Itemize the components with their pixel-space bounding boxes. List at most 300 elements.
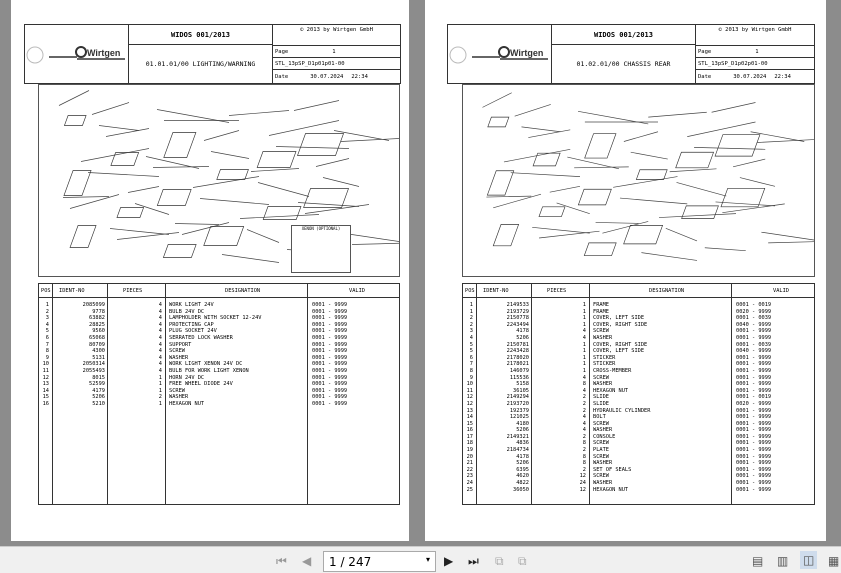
stl-code: STL_13pSP_D1p01p01-00: [273, 57, 400, 69]
page-number: 1: [332, 48, 336, 55]
exploded-parts-drawing: [462, 84, 815, 277]
ident-no-cell: 4300: [92, 348, 105, 355]
continuous-page-icon[interactable]: ▥: [777, 554, 789, 568]
valid-cell: 0001 - 9999: [736, 427, 772, 434]
previous-view-icon[interactable]: ⧉: [495, 554, 504, 568]
designation-cell: SET OF SEALS: [593, 466, 632, 473]
table-row: [463, 447, 814, 454]
pieces-cell: 2: [582, 407, 586, 414]
ident-no-cell: 2085099: [82, 302, 105, 308]
pos-cell: 2: [469, 315, 473, 322]
ident-no-cell: 5206: [516, 427, 529, 434]
valid-cell: 0001 - 9999: [312, 328, 348, 335]
pos-cell: 3: [45, 315, 49, 322]
ident-no-cell: 4180: [516, 420, 529, 427]
valid-cell: 0001 - 9999: [736, 414, 772, 421]
designation-cell: SCREW: [593, 453, 609, 460]
table-row: [463, 388, 814, 395]
table-row: [39, 368, 399, 375]
ident-no-cell: 2055493: [82, 367, 105, 374]
table-row: [39, 348, 399, 355]
ident-no-cell: 65068: [89, 334, 105, 341]
pieces-cell: 4: [158, 341, 162, 348]
pos-cell: 10: [466, 381, 473, 388]
pieces-cell: 4: [158, 315, 162, 322]
valid-cell: 0001 - 9999: [312, 361, 348, 368]
designation-cell: HORN 24V DC: [169, 374, 205, 381]
svg-text:Wirtgen: Wirtgen: [87, 48, 121, 58]
designation-cell: HEXAGON NUT: [169, 400, 205, 407]
pos-cell: 20: [466, 453, 473, 460]
first-page-icon[interactable]: ⏮: [276, 554, 287, 568]
pieces-cell: 1: [158, 381, 162, 388]
ident-no-cell: 36050: [513, 486, 529, 493]
designation-cell: BOLT: [593, 414, 606, 421]
ident-no-cell: 4178: [516, 328, 529, 335]
pos-cell: 16: [42, 400, 49, 407]
table-row: [463, 421, 814, 428]
page-left: [11, 0, 409, 541]
pieces-cell: 1: [582, 308, 586, 315]
pos-cell: 12: [466, 394, 473, 401]
valid-cell: 0020 - 9999: [736, 308, 772, 315]
ident-no-cell: 63882: [89, 315, 105, 322]
pos-cell: 14: [466, 414, 473, 421]
table-row: [39, 375, 399, 382]
table-row: [463, 434, 814, 441]
pos-cell: 24: [466, 480, 473, 487]
pos-cell: 4: [45, 321, 49, 328]
pos-cell: 1: [45, 302, 49, 308]
pieces-cell: 4: [158, 348, 162, 355]
pos-cell: 13: [466, 407, 473, 414]
valid-cell: 0001 - 9999: [736, 447, 772, 454]
table-row: [39, 342, 399, 349]
designation-cell: SCREW: [593, 420, 609, 427]
ident-no-cell: 36105: [513, 387, 529, 394]
pos-cell: 14: [42, 387, 49, 394]
column-header: POS: [465, 288, 475, 294]
table-row: [39, 302, 399, 309]
ident-no-cell: 28825: [89, 321, 105, 328]
pieces-cell: 1: [158, 387, 162, 394]
pieces-cell: 1: [582, 321, 586, 328]
table-row: [39, 388, 399, 395]
pos-cell: 10: [42, 361, 49, 368]
pieces-cell: 1: [582, 354, 586, 361]
ident-no-cell: 5210: [92, 400, 105, 407]
designation-cell: PLATE: [593, 447, 609, 454]
exploded-parts-drawing: [38, 84, 400, 277]
vertical-scrollbar[interactable]: [826, 0, 841, 541]
ident-no-cell: 5206: [92, 394, 105, 401]
pieces-cell: 2: [158, 394, 162, 401]
table-row: [39, 401, 399, 408]
pieces-cell: 4: [158, 361, 162, 368]
valid-cell: 0001 - 9999: [736, 361, 772, 368]
copyright: © 2013 by Wirtgen GmbH: [718, 27, 792, 33]
date: 30.07.2024: [733, 73, 767, 80]
table-row: [39, 394, 399, 401]
pieces-cell: 4: [158, 308, 162, 315]
pos-cell: 9: [45, 354, 49, 361]
pieces-cell: 4: [582, 328, 586, 335]
page-header: [447, 24, 815, 84]
pos-cell: 2: [45, 308, 49, 315]
pos-cell: 5: [469, 348, 473, 355]
ident-no-cell: 5206: [516, 334, 529, 341]
table-row: [463, 394, 814, 401]
pos-cell: 15: [466, 420, 473, 427]
table-row: [463, 368, 814, 375]
table-row: [39, 381, 399, 388]
ident-no-cell: 2193729: [506, 308, 529, 315]
date: 30.07.2024: [310, 73, 344, 80]
table-row: [463, 375, 814, 382]
valid-cell: 0001 - 9999: [736, 486, 772, 493]
pieces-cell: 4: [158, 354, 162, 361]
ident-no-cell: 8015: [92, 374, 105, 381]
column-header: VALID: [349, 288, 365, 294]
valid-cell: 0001 - 9999: [312, 381, 348, 388]
pos-cell: 8: [45, 348, 49, 355]
pos-cell: 11: [466, 387, 473, 394]
valid-cell: 0001 - 9999: [736, 381, 772, 388]
inset-label: XENON (OPTIONAL): [301, 226, 341, 231]
pos-cell: 5: [469, 341, 473, 348]
column-header: DESIGNATION: [649, 288, 685, 294]
table-row: [463, 460, 814, 467]
pieces-cell: 8: [582, 453, 586, 460]
pieces-cell: 8: [582, 381, 586, 388]
designation-cell: STICKER: [593, 361, 616, 368]
table-row: [463, 487, 814, 494]
document-title: WIDOS 001/2013: [129, 25, 272, 45]
designation-cell: SCREW: [169, 387, 185, 394]
designation-cell: WORK LIGHT XENON 24V DC: [169, 361, 243, 368]
ident-no-cell: 5206: [516, 460, 529, 467]
valid-cell: 0020 - 9999: [736, 400, 772, 407]
pos-cell: 21: [466, 460, 473, 467]
time: 22:34: [774, 73, 791, 80]
column-header: IDENT-NO: [59, 288, 85, 294]
table-row: [463, 467, 814, 474]
ident-no-cell: 5131: [92, 354, 105, 361]
ident-no-cell: 2184734: [506, 447, 529, 454]
table-row: [463, 414, 814, 421]
pieces-cell: 1: [582, 302, 586, 308]
ident-no-cell: 146079: [509, 367, 529, 374]
table-row: [39, 335, 399, 342]
page-number-input[interactable]: [323, 551, 436, 572]
pieces-cell: 1: [582, 361, 586, 368]
pdf-navigation-toolbar: [0, 546, 841, 573]
table-row: [463, 348, 814, 355]
pos-cell: 11: [42, 367, 49, 374]
ident-no-cell: 2193720: [506, 400, 529, 407]
pieces-cell: 2: [582, 400, 586, 407]
pieces-cell: 8: [582, 460, 586, 467]
pos-cell: 5: [45, 328, 49, 335]
pos-cell: 16: [466, 427, 473, 434]
pieces-cell: 4: [158, 334, 162, 341]
ident-no-cell: 121025: [509, 414, 529, 421]
table-row: [463, 401, 814, 408]
valid-cell: 0001 - 9999: [312, 400, 348, 407]
pieces-cell: 1: [582, 315, 586, 322]
date-row: [696, 69, 814, 83]
pieces-cell: 2: [582, 394, 586, 401]
table-row: [463, 361, 814, 368]
ident-no-cell: 2150781: [506, 341, 529, 348]
pos-cell: 7: [469, 361, 473, 368]
designation-cell: SCREW: [593, 440, 609, 447]
ident-no-cell: 4178: [516, 453, 529, 460]
page-number-row: [273, 45, 400, 57]
table-row: [39, 309, 399, 316]
section-title: 01.01.01/00 LIGHTING/WARNING: [145, 60, 256, 68]
designation-cell: SCREW: [593, 328, 609, 335]
designation-cell: COVER, RIGHT SIDE: [593, 321, 648, 328]
designation-cell: COVER, LEFT SIDE: [593, 348, 645, 355]
facing-pages-icon[interactable]: ◫: [800, 551, 817, 569]
page-label: Page: [275, 48, 289, 55]
stl-code: STL_13pSP_D1p02p01-00: [696, 57, 814, 69]
ident-no-cell: 2243494: [506, 321, 529, 328]
designation-cell: PROTECTING CAP: [169, 321, 214, 328]
designation-cell: COVER, LEFT SIDE: [593, 315, 645, 322]
valid-cell: 0001 - 9999: [312, 374, 348, 381]
designation-cell: SERRATED LOCK WASHER: [169, 334, 233, 341]
pieces-cell: 4: [158, 367, 162, 374]
pieces-cell: 4: [582, 374, 586, 381]
table-row: [463, 454, 814, 461]
table-header: [39, 284, 399, 298]
designation-cell: WASHER: [593, 460, 613, 467]
ident-no-cell: 80709: [89, 341, 105, 348]
table-row: [463, 480, 814, 487]
valid-cell: 0001 - 9999: [312, 321, 348, 328]
designation-cell: HEXAGON NUT: [593, 486, 629, 493]
ident-no-cell: 2050314: [82, 361, 105, 368]
designation-cell: CONSOLE: [593, 433, 616, 440]
valid-cell: 0001 - 9999: [312, 348, 348, 355]
table-row: [463, 473, 814, 480]
pos-cell: 6: [45, 334, 49, 341]
pos-cell: 15: [42, 394, 49, 401]
pieces-cell: 1: [582, 367, 586, 374]
pos-cell: 12: [466, 400, 473, 407]
ident-no-cell: 2149294: [506, 394, 529, 401]
pieces-cell: 12: [579, 473, 586, 480]
column-header: IDENT-NO: [483, 288, 509, 294]
designation-cell: BULB FOR WORK LIGHT XENON: [169, 367, 249, 374]
valid-cell: 0001 - 9999: [736, 420, 772, 427]
valid-cell: 0001 - 9999: [736, 473, 772, 480]
pieces-cell: 4: [582, 420, 586, 427]
valid-cell: 0001 - 9999: [312, 341, 348, 348]
wirtgen-logo: [448, 25, 552, 83]
document-title: WIDOS 001/2013: [552, 25, 695, 45]
ident-no-cell: 2149321: [506, 433, 529, 440]
pieces-cell: 12: [579, 486, 586, 493]
designation-cell: HEXAGON NUT: [593, 387, 629, 394]
column-header: PIECES: [547, 288, 567, 294]
pieces-cell: 4: [582, 334, 586, 341]
pos-cell: 8: [469, 367, 473, 374]
pos-cell: 23: [466, 473, 473, 480]
table-row: [463, 381, 814, 388]
pieces-cell: 4: [158, 321, 162, 328]
designation-cell: SCREW: [593, 374, 609, 381]
page-label: Page: [698, 48, 712, 55]
last-page-icon[interactable]: ⏭: [468, 554, 479, 568]
ident-no-cell: 4836: [516, 440, 529, 447]
previous-page-icon[interactable]: ◀: [302, 554, 312, 568]
wirtgen-logo: [25, 25, 129, 83]
date-label: Date: [275, 73, 289, 80]
ident-no-cell: 2149533: [506, 302, 529, 308]
pieces-cell: 4: [158, 302, 162, 308]
pieces-cell: 4: [582, 427, 586, 434]
pieces-cell: 1: [582, 348, 586, 355]
designation-cell: SCREW: [169, 348, 185, 355]
designation-cell: WORK LIGHT 24V: [169, 302, 214, 308]
pos-cell: 4: [469, 334, 473, 341]
table-row: [463, 315, 814, 322]
table-row: [463, 322, 814, 329]
designation-cell: WASHER: [169, 354, 189, 361]
table-row: [463, 335, 814, 342]
page-field-value: 1 / 247: [329, 555, 372, 569]
table-row: [463, 408, 814, 415]
pieces-cell: 2: [582, 433, 586, 440]
valid-cell: 0001 - 9999: [736, 453, 772, 460]
table-row: [39, 355, 399, 362]
ident-no-cell: 192379: [509, 407, 529, 414]
ident-no-cell: 6395: [516, 466, 529, 473]
valid-cell: 0001 - 9999: [736, 466, 772, 473]
designation-cell: FRAME: [593, 308, 609, 315]
valid-cell: 0001 - 9999: [736, 433, 772, 440]
chevron-down-icon[interactable]: ▾: [425, 555, 430, 564]
table-row: [463, 309, 814, 316]
pieces-cell: 4: [582, 387, 586, 394]
designation-cell: CROSS-MEMBER: [593, 367, 632, 374]
ident-no-cell: 9778: [92, 308, 105, 315]
designation-cell: WASHER: [593, 381, 613, 388]
page-right: [425, 0, 826, 541]
next-page-icon[interactable]: ▶: [444, 554, 454, 568]
ident-no-cell: 2178021: [506, 361, 529, 368]
pos-cell: 1: [469, 308, 473, 315]
valid-cell: 0001 - 9999: [736, 440, 772, 447]
page-number: 1: [755, 48, 759, 55]
svg-text:Wirtgen: Wirtgen: [510, 48, 544, 58]
date-row: [273, 69, 400, 83]
xenon-inset: [291, 225, 351, 273]
table-header: [463, 284, 814, 298]
valid-cell: 0001 - 9999: [736, 328, 772, 335]
valid-cell: 0001 - 0019: [736, 394, 772, 401]
next-view-icon[interactable]: ⧉: [518, 554, 527, 568]
designation-cell: STICKER: [593, 354, 616, 361]
valid-cell: 0001 - 9999: [312, 308, 348, 315]
ident-no-cell: 2178020: [506, 354, 529, 361]
designation-cell: FREE WHEEL DIODE 24V: [169, 381, 233, 388]
valid-cell: 0001 - 9999: [736, 334, 772, 341]
designation-cell: SLIDE: [593, 394, 609, 401]
single-page-icon[interactable]: ▤: [752, 554, 764, 568]
date-label: Date: [698, 73, 712, 80]
valid-cell: 0001 - 0039: [736, 341, 772, 348]
table-row: [463, 355, 814, 362]
table-row: [463, 342, 814, 349]
pos-cell: 13: [42, 381, 49, 388]
valid-cell: 0001 - 0039: [736, 315, 772, 322]
pos-cell: 25: [466, 486, 473, 493]
valid-cell: 0001 - 9999: [312, 367, 348, 374]
table-row: [463, 427, 814, 434]
column-header: PIECES: [123, 288, 143, 294]
section-title: 01.02.01/00 CHASSIS REAR: [576, 60, 671, 68]
valid-cell: 0001 - 9999: [312, 387, 348, 394]
pieces-cell: 4: [582, 414, 586, 421]
table-row: [463, 440, 814, 447]
pos-cell: 3: [469, 328, 473, 335]
table-row: [39, 361, 399, 368]
pos-cell: 2: [469, 321, 473, 328]
valid-cell: 0001 - 9999: [312, 302, 348, 308]
column-header: POS: [41, 288, 51, 294]
valid-cell: 0001 - 9999: [736, 374, 772, 381]
valid-cell: 0001 - 9999: [736, 460, 772, 467]
ident-no-cell: 52599: [89, 381, 105, 388]
pieces-cell: 1: [158, 400, 162, 407]
continuous-facing-icon[interactable]: ▦: [828, 554, 840, 568]
designation-cell: SUPPORT: [169, 341, 192, 348]
column-header: VALID: [773, 288, 789, 294]
designation-cell: WASHER: [593, 480, 613, 487]
valid-cell: 0001 - 9999: [312, 315, 348, 322]
table-row: [39, 315, 399, 322]
valid-cell: 0001 - 9999: [736, 407, 772, 414]
pieces-cell: 2: [582, 466, 586, 473]
valid-cell: 0001 - 9999: [736, 354, 772, 361]
designation-cell: SLIDE: [593, 400, 609, 407]
pieces-cell: 2: [582, 447, 586, 454]
pos-cell: 9: [469, 374, 473, 381]
pos-cell: 18: [466, 440, 473, 447]
table-row: [463, 302, 814, 309]
ident-no-cell: 4620: [516, 473, 529, 480]
table-row: [463, 328, 814, 335]
pos-cell: 19: [466, 447, 473, 454]
parts-table: [38, 283, 400, 505]
pos-cell: 17: [466, 433, 473, 440]
pos-cell: 6: [469, 354, 473, 361]
pieces-cell: 24: [579, 480, 586, 487]
designation-cell: LAMPHOLDER WITH SOCKET 12-24V: [169, 315, 262, 322]
designation-cell: PLUG SOCKET 24V: [169, 328, 217, 335]
table-row: [39, 322, 399, 329]
copyright: © 2013 by Wirtgen GmbH: [300, 27, 373, 33]
designation-cell: HYDRAULIC CYLINDER: [593, 407, 651, 414]
ident-no-cell: 4179: [92, 387, 105, 394]
pieces-cell: 4: [158, 328, 162, 335]
pos-cell: 7: [45, 341, 49, 348]
pieces-cell: 1: [582, 341, 586, 348]
